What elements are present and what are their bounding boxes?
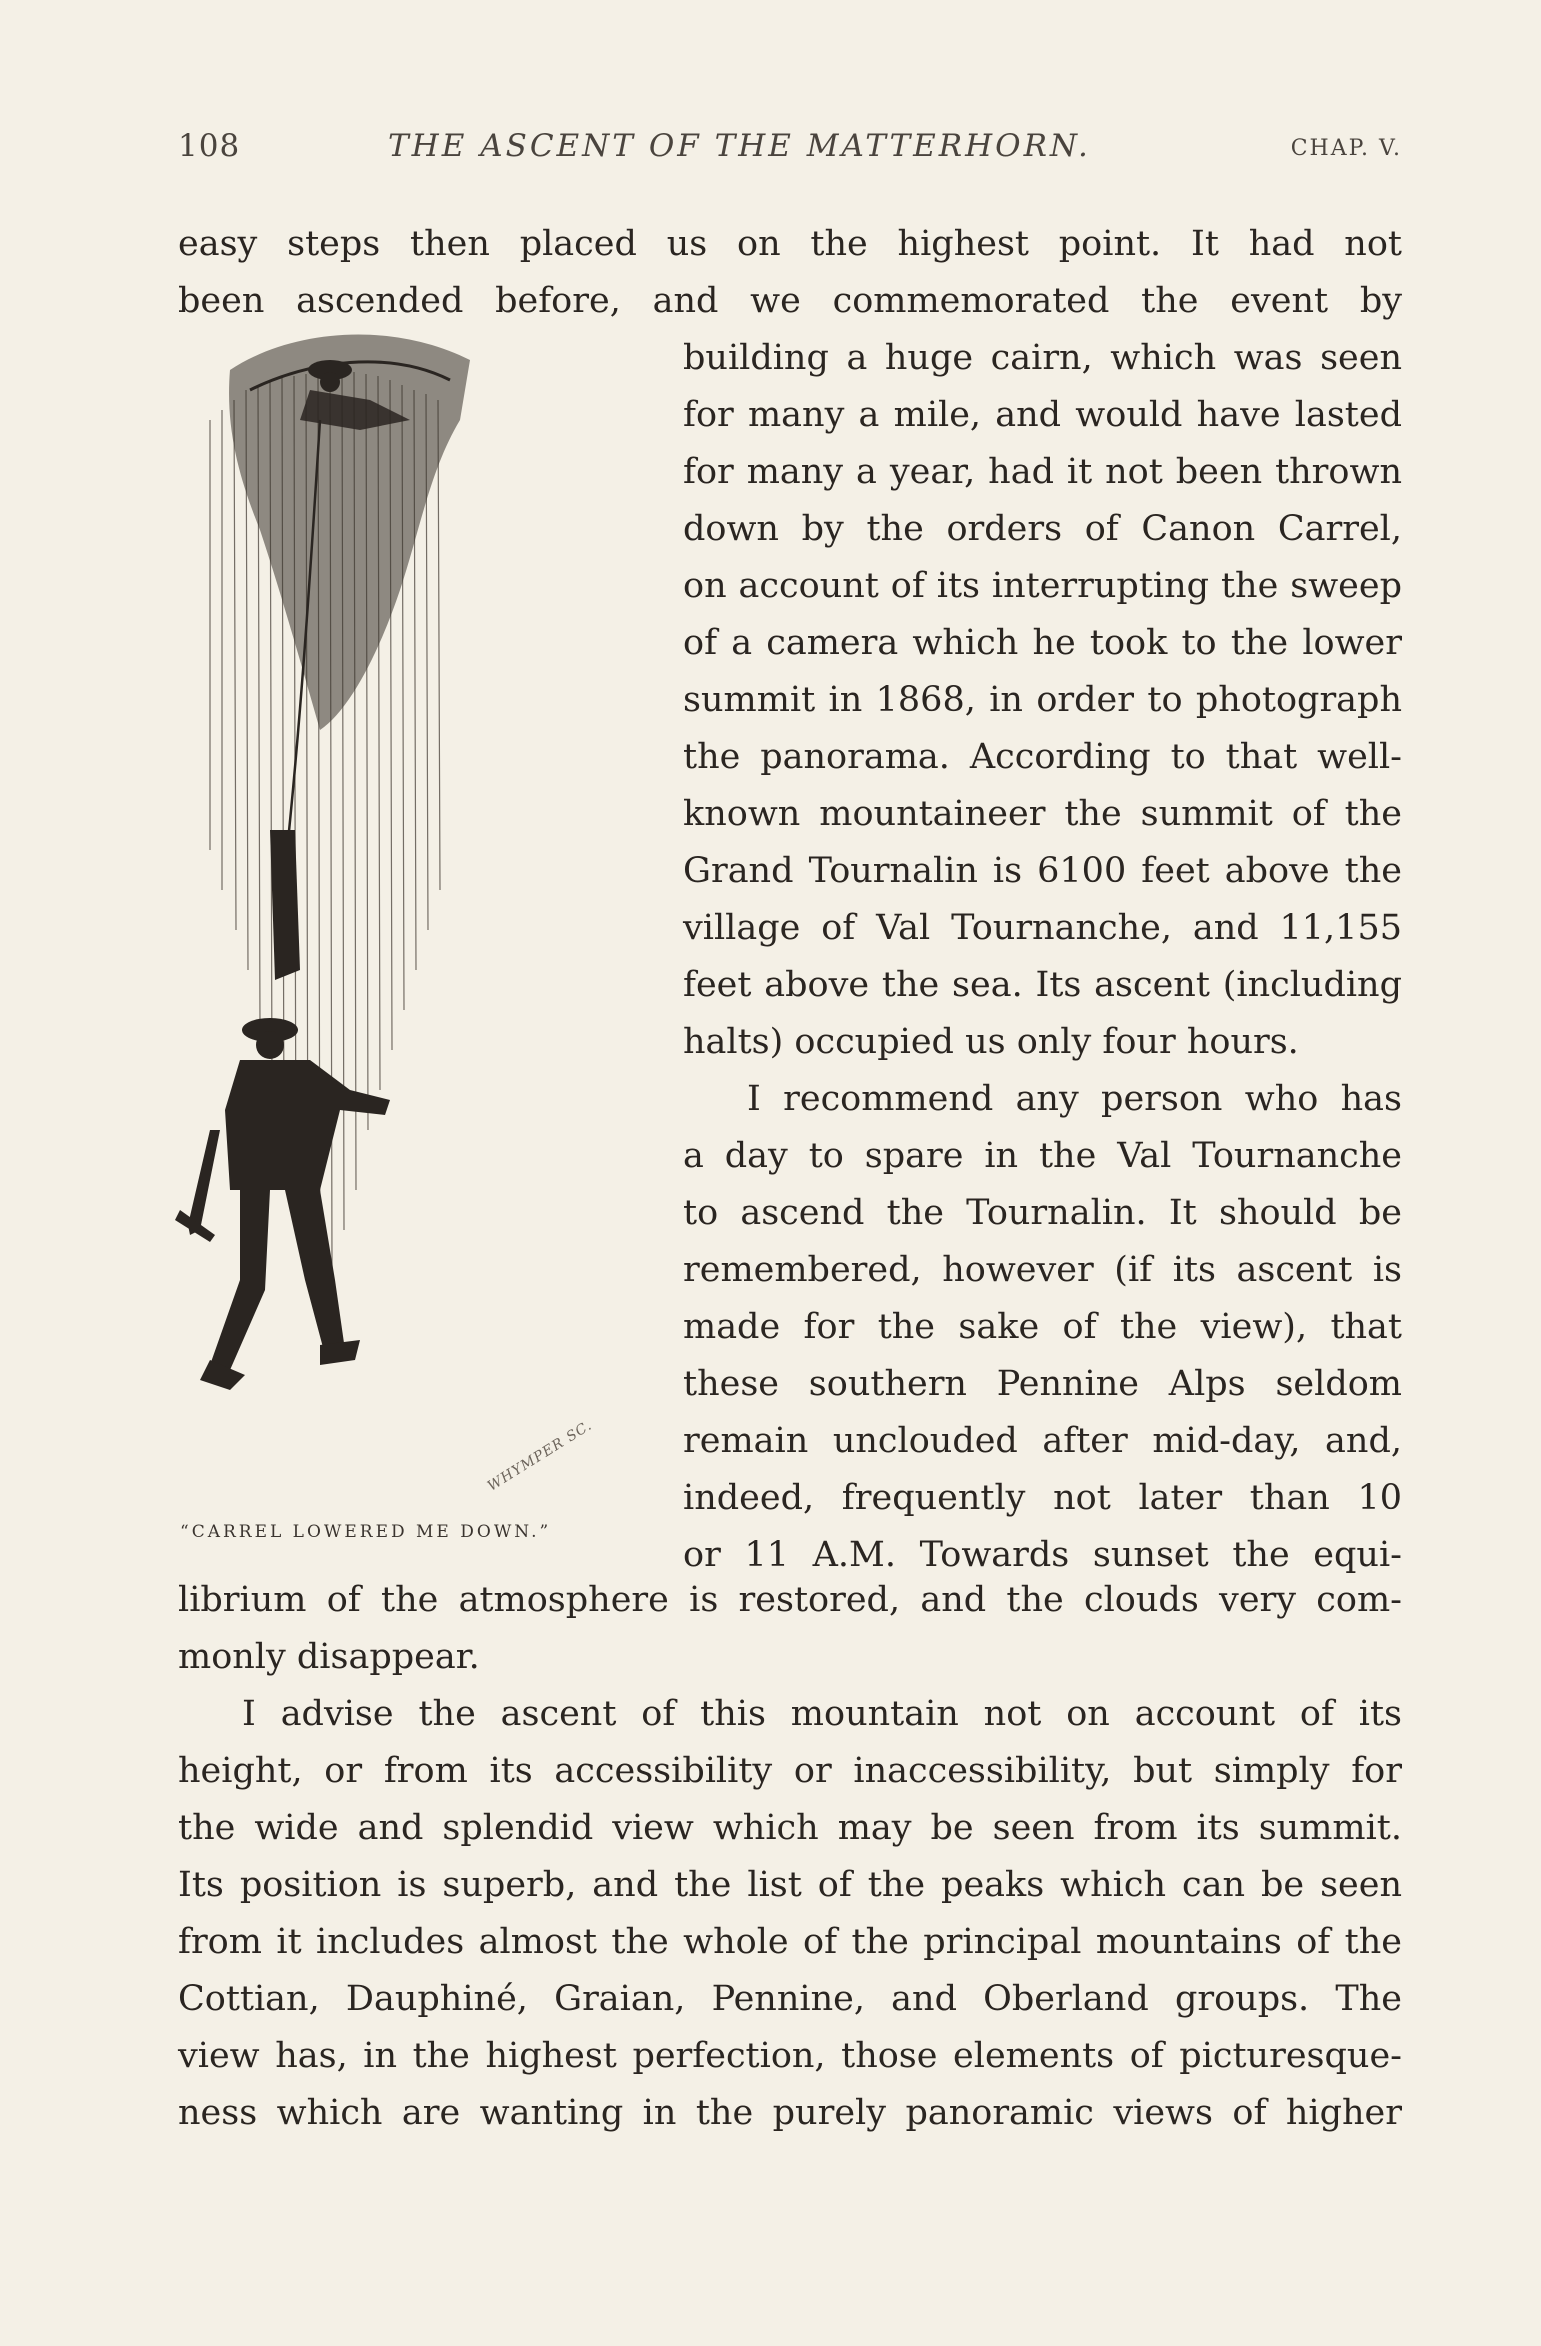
text-line: monly disappear. xyxy=(178,1637,480,1677)
text-line: view has, in the highest perfection, those elements of picturesque- xyxy=(178,2036,1402,2076)
text-line: I recommend any person who has xyxy=(747,1079,1402,1119)
text-line: ness which are wanting in the purely panoramic views of higher xyxy=(178,2093,1402,2133)
text-line: for many a year, had it not been thrown xyxy=(683,452,1402,492)
text-line: down by the orders of Canon Carrel, xyxy=(683,509,1402,549)
text-block-bottom xyxy=(178,1572,1402,2142)
text-line: the panorama. According to that well- xyxy=(683,737,1402,777)
text-line: summit in 1868, in order to photograph xyxy=(683,680,1402,720)
text-line: been ascended before, and we commemorated the event by xyxy=(178,281,1402,321)
text-line: building a huge cairn, which was seen xyxy=(683,338,1402,378)
engraving-illustration xyxy=(170,330,670,1530)
text-line: made for the sake of the view), that xyxy=(683,1307,1402,1347)
text-line: known mountaineer the summit of the xyxy=(683,794,1402,834)
running-header xyxy=(178,128,1402,178)
text-line: feet above the sea. Its ascent (including xyxy=(683,965,1402,1005)
illustration-caption: “CARREL LOWERED ME DOWN.” xyxy=(180,1522,552,1542)
text-line: easy steps then placed us on the highest point. It had not xyxy=(178,224,1402,264)
text-line: Grand Tournalin is 6100 feet above the xyxy=(683,851,1402,891)
lower-climber-figure xyxy=(175,830,390,1390)
text-line: to ascend the Tournalin. It should be xyxy=(683,1193,1402,1233)
text-line: these southern Pennine Alps seldom xyxy=(683,1364,1402,1404)
text-block-top xyxy=(178,216,1402,330)
text-line: village of Val Tournanche, and 11,155 xyxy=(683,908,1402,948)
text-line: height, or from its accessibility or inaccessibility, but simply for xyxy=(178,1751,1402,1791)
text-line: Its position is superb, and the list of the peaks which can be seen xyxy=(178,1865,1402,1905)
text-line: remain unclouded after mid-day, and, xyxy=(683,1421,1402,1461)
text-line: indeed, frequently not later than 10 xyxy=(683,1478,1402,1518)
text-line: of a camera which he took to the lower xyxy=(683,623,1402,663)
text-line: for many a mile, and would have lasted xyxy=(683,395,1402,435)
text-line: remembered, however (if its ascent is xyxy=(683,1250,1402,1290)
text-line: or 11 A.M. Towards sunset the equi- xyxy=(683,1535,1402,1575)
chapter-label: CHAP. V. xyxy=(1290,136,1402,161)
text-line: Cottian, Dauphiné, Graian, Pennine, and Oberland groups. The xyxy=(178,1979,1402,2019)
text-line: librium of the atmosphere is restored, and the clouds very com- xyxy=(178,1580,1402,1620)
text-line: from it includes almost the whole of the principal mountains of the xyxy=(178,1922,1402,1962)
text-line: a day to spare in the Val Tournanche xyxy=(683,1136,1402,1176)
running-title: THE ASCENT OF THE MATTERHORN. xyxy=(388,128,1091,164)
text-line: I advise the ascent of this mountain not on account of its xyxy=(242,1694,1402,1734)
page-number: 108 xyxy=(178,128,241,164)
text-block-beside-illustration xyxy=(683,330,1402,1584)
text-line: on account of its interrupting the sweep xyxy=(683,566,1402,606)
text-line: halts) occupied us only four hours. xyxy=(683,1022,1299,1062)
text-line: the wide and splendid view which may be seen from its summit. xyxy=(178,1808,1402,1848)
engraver-signature: WHYMPER SC. xyxy=(484,1417,596,1495)
